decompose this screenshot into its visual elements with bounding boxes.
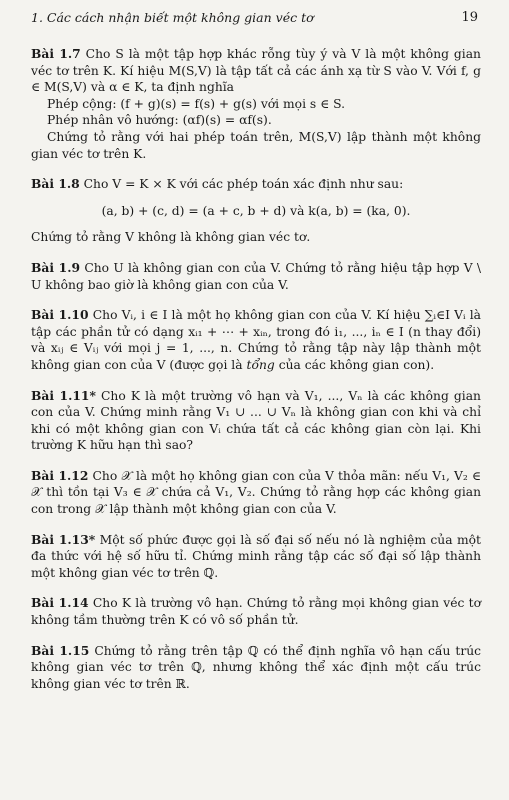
exercise-text: Chứng tỏ rằng với hai phép toán trên, M(S,V) lập thành một không gian véc tơ trên K. [31, 129, 481, 161]
exercise-1-15 [31, 643, 481, 693]
exercise-text: Cho V = K × K với các phép toán xác định như sau: [83, 177, 404, 192]
exercise-1-14 [31, 595, 481, 628]
exercise-label: Bài 1.8 [31, 176, 80, 192]
exercise-label: Bài 1.13* [31, 531, 96, 547]
exercise-text: Chứng tỏ rằng trên tập ℚ có thể định nghĩa vô hạn cấu trúc không gian véc tơ trên ℚ, nhưng không thể xác định một cấu trúc không gian véc tơ trên ℝ. [31, 643, 481, 691]
exercise-1-9 [31, 260, 481, 293]
emphasis-text: tổng [246, 357, 275, 372]
exercise-text: Chứng tỏ rằng V không là không gian véc tơ. [31, 230, 311, 245]
exercise-label: Bài 1.7 [31, 46, 81, 61]
exercise-text: Cho S là một tập hợp khác rỗng tùy ý và V là một không gian véc tơ trên K. Kí hiệu M(S,V) là tập tất cả các ánh xạ từ S vào V. Với f, g ∈ M(S,V) và α ∈ K, ta định nghĩa [31, 47, 481, 95]
exercise-1-10 [31, 307, 481, 373]
exercise-1-8 [31, 176, 481, 246]
exercise-text: Cho Vᵢ, i ∈ I là một họ không gian con của V. Kí hiệu ∑ᵢ∈I Vᵢ là tập các phần tử có dạng xᵢ₁ + ⋯ + xᵢₙ, trong đó i₁, ..., iₙ ∈ I (n thay đổi) và xᵢⱼ ∈ Vᵢⱼ với mọi j = 1, ..., n. Chứng tỏ rằng tập này lập thành một không gian con của V (được gọi là [31, 308, 481, 372]
chapter-title: 1. Các cách nhận biết một không gian véc tơ [31, 10, 314, 25]
exercise-1-7 [31, 46, 481, 162]
running-header [31, 10, 478, 30]
exercise-text: của các không gian con). [278, 357, 435, 372]
exercise-text: Cho U là không gian con của V. Chứng tỏ rằng hiệu tập hợp V \ U không bao giờ là không gian con của V. [31, 260, 481, 292]
exercise-label: Bài 1.11* [31, 387, 96, 403]
exercise-label: Bài 1.15 [31, 642, 90, 658]
exercise-text: Cho 𝒳 là một họ không gian con của V thỏa mãn: nếu V₁, V₂ ∈ 𝒳 thì tồn tại V₃ ∈ 𝒳 chứa cả V₁, V₂. Chứng tỏ rằng hợp các không gian con trong 𝒳 lập thành một không gian con của V. [31, 468, 481, 517]
exercise-label: Bài 1.14 [31, 595, 89, 611]
exercise-1-12 [31, 468, 481, 518]
exercise-text: Một số phức được gọi là số đại số nếu nó là nghiệm của một đa thức với hệ số hữu tỉ. Chứng minh rằng tập các số đại số lập thành một không gian véc tơ trên ℚ. [31, 532, 481, 580]
exercise-1-13 [31, 532, 481, 582]
exercise-1-11 [31, 388, 481, 454]
exercise-list [31, 46, 481, 706]
exercise-text: Cho K là trường vô hạn. Chứng tỏ rằng mọi không gian véc tơ không tầm thường trên K có vô số phần tử. [31, 596, 482, 628]
page-number: 19 [461, 10, 478, 25]
exercise-text: Cho K là một trường vô hạn và V₁, ..., Vₙ là các không gian con của V. Chứng minh rằng V₁ ∪ ... ∪ Vₙ là không gian con khi và chỉ khi có một không gian con Vᵢ chứa tất cả các không gian còn lại. Khi trường K hữu hạn thì sao? [31, 388, 481, 453]
exercise-text: Phép nhân vô hướng: (αf)(s) = αf(s). [47, 113, 272, 128]
exercise-text: Phép cộng: (f + g)(s) = f(s) + g(s) với mọi s ∈ S. [47, 96, 346, 111]
exercise-label: Bài 1.10 [31, 307, 89, 323]
exercise-label: Bài 1.12 [31, 467, 89, 483]
exercise-label: Bài 1.9 [31, 259, 81, 275]
display-equation: (a, b) + (c, d) = (a + c, b + d) và k(a, b) = (ka, 0). [101, 203, 411, 218]
